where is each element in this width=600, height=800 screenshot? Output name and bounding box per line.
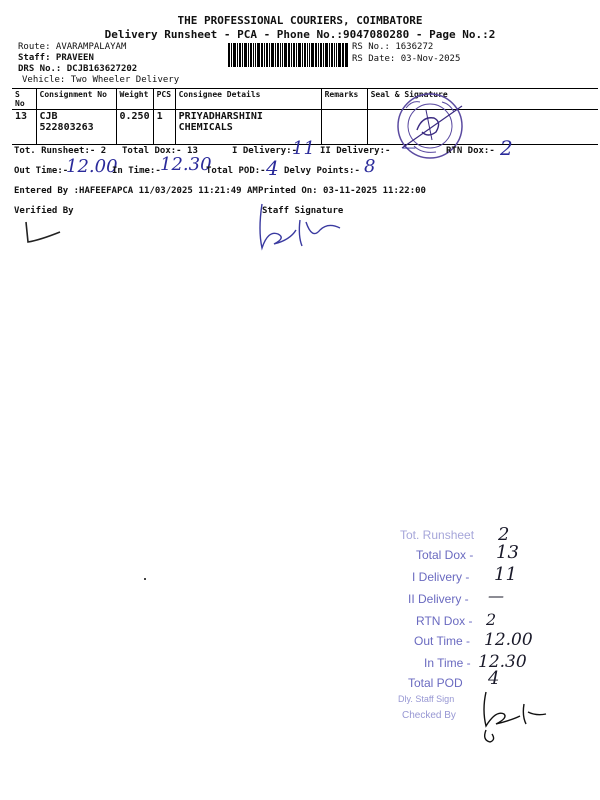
cell-sno: 13 xyxy=(12,110,36,145)
staff-label: Staff: PRAVEEN xyxy=(18,53,94,63)
printed-on: Printed On: 03-11-2025 11:22:00 xyxy=(258,186,426,196)
ii-delivery-label: II Delivery:- xyxy=(320,146,391,156)
verified-signature xyxy=(20,218,70,248)
stamp-line-rtn-dox: RTN Dox - xyxy=(416,614,473,628)
col-header-sno: S No xyxy=(12,89,36,110)
speck-mark xyxy=(144,578,146,580)
total-pod-value: 4 xyxy=(266,156,279,180)
col-header-consignment: Consignment No xyxy=(36,89,116,110)
i-delivery-label: I Delivery:- xyxy=(232,146,298,156)
vehicle-label: Vehicle: Two Wheeler Delivery xyxy=(22,75,180,85)
in-time-value: 12.30 xyxy=(160,154,212,175)
stamp-value-ii-delivery: — xyxy=(488,586,504,605)
stamp-line-total-pod: Total POD xyxy=(408,676,463,690)
col-header-pcs: PCS xyxy=(153,89,175,110)
stamp-value-total-pod: 4 xyxy=(488,668,500,689)
out-time-label: Out Time:- xyxy=(14,166,69,176)
stamp-value-out-time: 12.00 xyxy=(484,630,533,650)
stamp-line-in-time: In Time - xyxy=(424,656,471,670)
out-time-value: 12.00 xyxy=(66,156,118,177)
stamp-line-i-delivery: I Delivery - xyxy=(412,570,470,584)
ii-delivery-mark: — xyxy=(402,140,416,156)
verified-by-label: Verified By xyxy=(14,206,74,216)
col-header-seal: Seal & Signature xyxy=(367,89,598,110)
cell-remarks xyxy=(321,110,367,145)
col-header-weight: Weight xyxy=(116,89,153,110)
stamp-signature xyxy=(476,686,566,746)
stamp-line-checked-by: Checked By xyxy=(402,710,456,721)
delvy-points-value: 8 xyxy=(364,156,376,177)
col-header-consignee: Consignee Details xyxy=(175,89,321,110)
stamp-line-runsheet: Tot. Runsheet xyxy=(400,528,475,542)
i-delivery-value: 11 xyxy=(292,138,315,159)
drs-number: DRS No.: DCJB163627202 xyxy=(18,64,138,74)
total-dox: Total Dox:- 13 xyxy=(122,146,198,156)
stamp-value-total-dox: 13 xyxy=(496,542,519,563)
total-pod-label: Total POD:- xyxy=(206,166,266,176)
stamp-line-total-dox: Total Dox - xyxy=(416,548,474,562)
runsheet-title: Delivery Runsheet - PCA - Phone No.:9047080280 - Page No.:2 xyxy=(104,28,496,41)
stamp-value-rtn-dox: 2 xyxy=(486,610,497,629)
in-time-label: In Time:- xyxy=(112,166,161,176)
table-header-row xyxy=(12,89,598,110)
delvy-points-label: Delvy Points:- xyxy=(284,166,360,176)
col-header-remarks: Remarks xyxy=(321,89,367,110)
company-name: THE PROFESSIONAL COURIERS, COIMBATORE xyxy=(177,14,423,27)
rtn-dox-value: 2 xyxy=(500,136,513,160)
stamp-line-ii-delivery: II Delivery - xyxy=(408,592,469,606)
tot-runsheet: Tot. Runsheet:- 2 xyxy=(14,146,107,156)
barcode xyxy=(228,43,348,67)
stamp-line-staff-sign: Dly. Staff Sign xyxy=(398,694,455,704)
route-label: Route: AVARAMPALAYAM xyxy=(18,42,127,52)
cell-consignment: CJB 522803263 xyxy=(36,110,116,145)
staff-signature-label: Staff Signature xyxy=(262,206,344,216)
cell-pcs: 1 xyxy=(153,110,175,145)
stamp-value-in-time: 12.30 xyxy=(478,652,527,672)
rs-date: RS Date: 03-Nov-2025 xyxy=(352,54,461,64)
stamp-line-out-time: Out Time - xyxy=(414,634,471,648)
entered-by: Entered By :HAFEEFAPCA 11/03/2025 11:21:49 AM xyxy=(14,186,258,196)
cell-weight: 0.250 xyxy=(116,110,153,145)
summary-stamp xyxy=(360,524,590,758)
cell-consignee: PRIYADHARSHINI CHEMICALS xyxy=(175,110,321,145)
stamp-value-runsheet: 2 xyxy=(498,524,510,545)
stamp-value-i-delivery: 11 xyxy=(494,564,517,585)
rs-number: RS No.: 1636272 xyxy=(352,42,434,52)
staff-signature xyxy=(250,200,350,256)
rtn-dox-label: RTN Dox:- xyxy=(446,146,495,156)
